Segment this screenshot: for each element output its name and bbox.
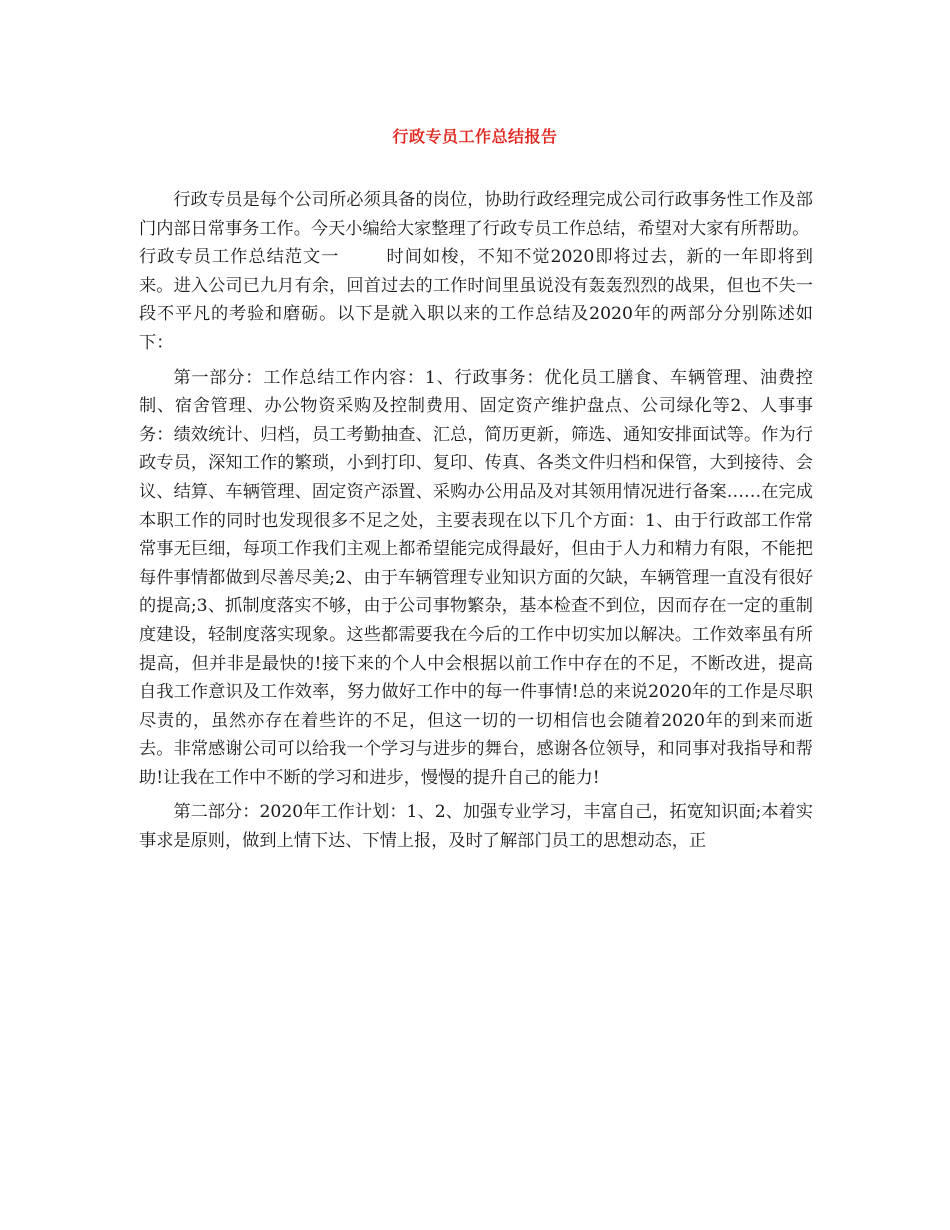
section1-paragraph: [139, 243, 813, 357]
part1-paragraph: 第一部分：工作总结工作内容：1、行政事务：优化员工膳食、车辆管理、油费控制、宿舍管理、办公物资采购及控制费用、固定资产维护盘点、公司绿化等2、人事事务：绩效统计、归档，员工考勤抽查、汇总，简历更新，筛选、通知安排面试等。作为行政专员，深知工作的繁琐，小到打印、复印、传真、各类文件归档和保管，大到接待、会议、结算、车辆管理、固定资产添置、采购办公用品及对其领用情况进行备案……在完成本职工作的同时也发现很多不足之处，主要表现在以下几个方面：1、由于行政部工作常常事无巨细，每项工作我们主观上都希望能完成得最好，但由于人力和精力有限，不能把每件事情都做到尽善尽美;2、由于车辆管理专业知识方面的欠缺，车辆管理一直没有很好的提高;3、抓制度落实不够，由于公司事物繁杂，基本检查不到位，因而存在一定的重制度建设，轻制度落实现象。这些都需要我在今后的工作中切实加以解决。工作效率虽有所提高，但并非是最快的!接下来的个人中会根据以前工作中存在的不足，不断改进，提高自我工作意识及工作效率，努力做好工作中的每一件事情!总的来说2020年的工作是尽职尽责的，虽然亦存在着些许的不足，但这一切的一切相信也会随着2020年的到来而逝去。非常感谢公司可以给我一个学习与进步的舞台，感谢各位领导，和同事对我指导和帮助!让我在工作中不断的学习和进步，慢慢的提升自己的能力!: [139, 367, 813, 788]
document-body: [139, 186, 813, 856]
part2-paragraph: 第二部分：2020年工作计划：1、2、加强专业学习，丰富自己，拓宽知识面;本着实事求是原则，做到上情下达、下情上报，及时了解部门员工的思想动态，正: [139, 802, 813, 852]
intro-paragraph: 行政专员是每个公司所必须具备的岗位，协助行政经理完成公司行政事务性工作及部门内部日常事务工作。今天小编给大家整理了行政专员工作总结，希望对大家有所帮助。: [139, 190, 813, 239]
document-title: 行政专员工作总结报告: [392, 127, 558, 146]
section1-heading: 行政专员工作总结范文一: [139, 247, 340, 268]
section1-text: 时间如梭，不知不觉2020即将过去，新的一年即将到来。进入公司已九月有余，回首过去的工作时间里虽说没有轰轰烈烈的战果，但也不失一段不平凡的考验和磨砺。以下是就入职以来的工作总结及2020年的两部分分别陈述如下：: [139, 247, 813, 353]
